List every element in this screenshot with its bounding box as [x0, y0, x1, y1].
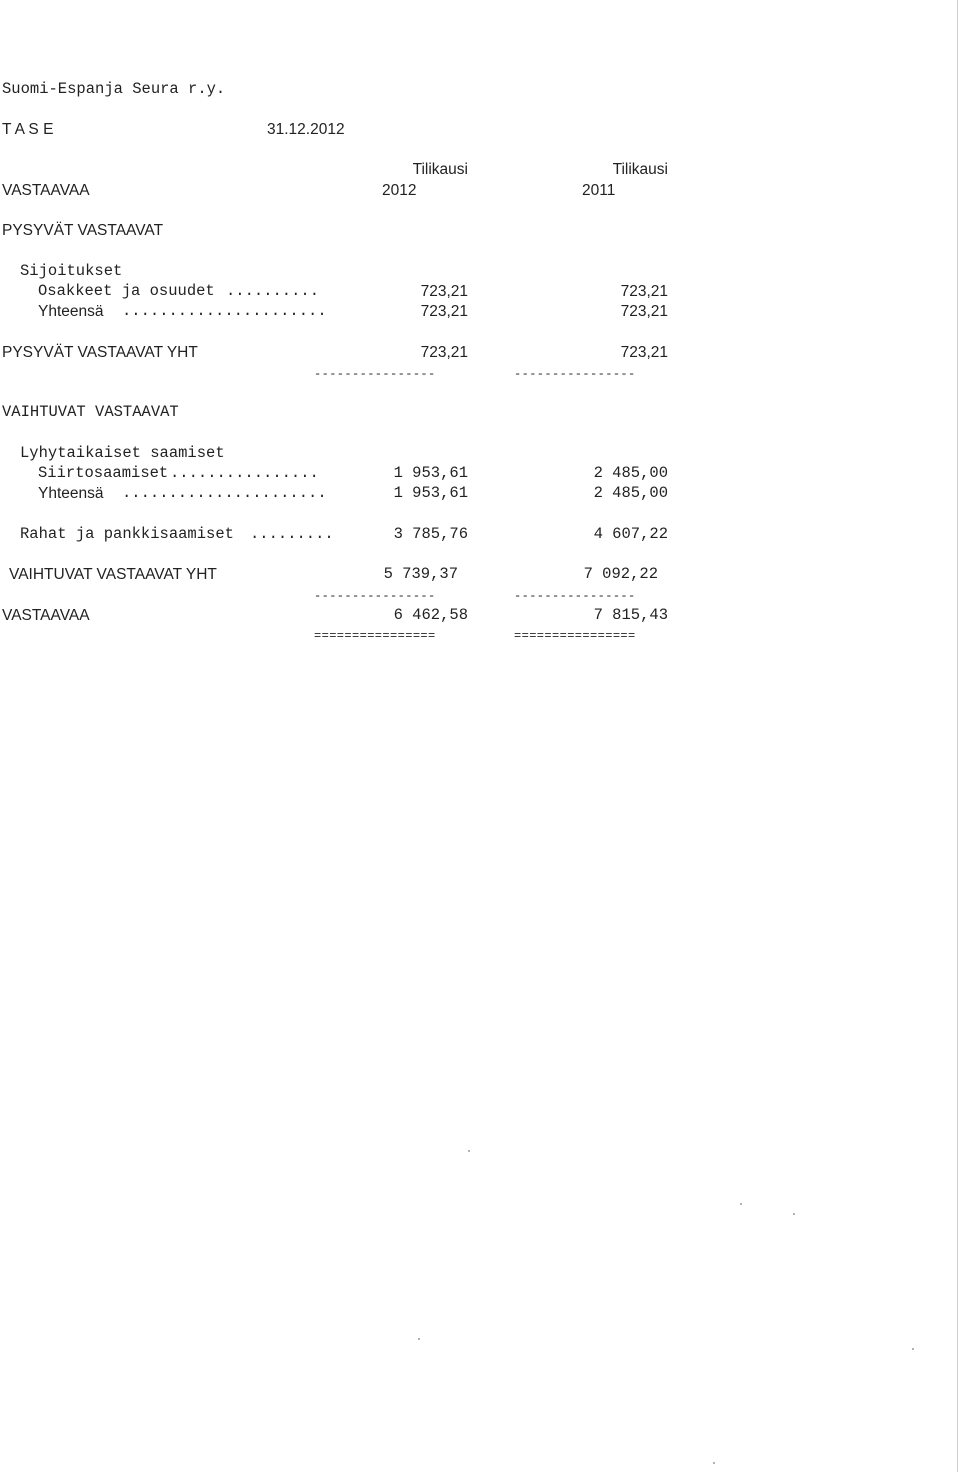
row-label: Yhteensä [38, 303, 104, 320]
scan-speck [713, 1462, 715, 1464]
row-label: VAIHTUVAT VASTAAVAT YHT [9, 566, 217, 583]
value-2011: 7 815,43 [593, 606, 668, 624]
value-2011: 723,21 [620, 303, 668, 320]
value-2012: 1 953,61 [393, 464, 468, 482]
value-2012: 1 953,61 [393, 484, 468, 502]
value-2011: 2 485,00 [593, 484, 668, 502]
scan-speck [740, 1203, 742, 1205]
row-label: VASTAAVAA [2, 607, 90, 624]
scan-speck [912, 1348, 914, 1350]
dot-leader: ................ [170, 464, 319, 482]
single-rule: ---------------- [314, 367, 436, 381]
double-rule: ================ [514, 629, 636, 643]
value-2012: 5 739,37 [383, 565, 458, 583]
value-2012: 723,21 [420, 303, 468, 320]
value-2011: 7 092,22 [583, 565, 658, 583]
report-date: 31.12.2012 [267, 121, 345, 138]
value-2012: 723,21 [420, 283, 468, 300]
value-2011: 4 607,22 [593, 525, 668, 543]
fixed-assets-heading: PYSYVÄT VASTAAVAT [2, 222, 164, 239]
single-rule: ---------------- [514, 367, 636, 381]
row-label: Yhteensä [38, 485, 104, 502]
scan-speck [418, 1338, 420, 1340]
value-2011: 723,21 [620, 344, 668, 361]
dot-leader: ...................... [122, 302, 327, 320]
single-rule: ---------------- [514, 589, 636, 603]
value-2012: 6 462,58 [393, 606, 468, 624]
column-2011-heading: Tilikausi [612, 161, 668, 178]
scan-speck [468, 1150, 470, 1152]
row-label: Osakkeet ja osuudet [38, 282, 215, 300]
value-2012: 3 785,76 [393, 525, 468, 543]
single-rule: ---------------- [314, 589, 436, 603]
organization-name: Suomi-Espanja Seura r.y. [2, 80, 226, 98]
scan-page-edge [957, 0, 958, 1472]
row-label: PYSYVÄT VASTAAVAT YHT [2, 344, 198, 361]
value-2011: 2 485,00 [593, 464, 668, 482]
column-2012-year: 2012 [382, 182, 417, 199]
column-2011-year: 2011 [582, 182, 616, 199]
column-2012-heading: Tilikausi [412, 161, 468, 178]
double-rule: ================ [314, 629, 436, 643]
scan-speck [793, 1213, 795, 1215]
dot-leader: .......... [226, 282, 320, 300]
dot-leader: ...................... [122, 484, 327, 502]
value-2012: 723,21 [420, 344, 468, 361]
row-label: Rahat ja pankkisaamiset [20, 525, 234, 543]
row-label: Siirtosaamiset [38, 464, 169, 482]
receivables-heading: Lyhytaikaiset saamiset [20, 444, 225, 462]
section-label: VASTAAVAA [2, 182, 90, 199]
dot-leader: ......... [250, 525, 334, 543]
current-assets-heading: VAIHTUVAT VASTAAVAT [2, 403, 179, 421]
report-title: T A S E [2, 121, 54, 138]
value-2011: 723,21 [620, 283, 668, 300]
investments-heading: Sijoitukset [20, 262, 123, 280]
